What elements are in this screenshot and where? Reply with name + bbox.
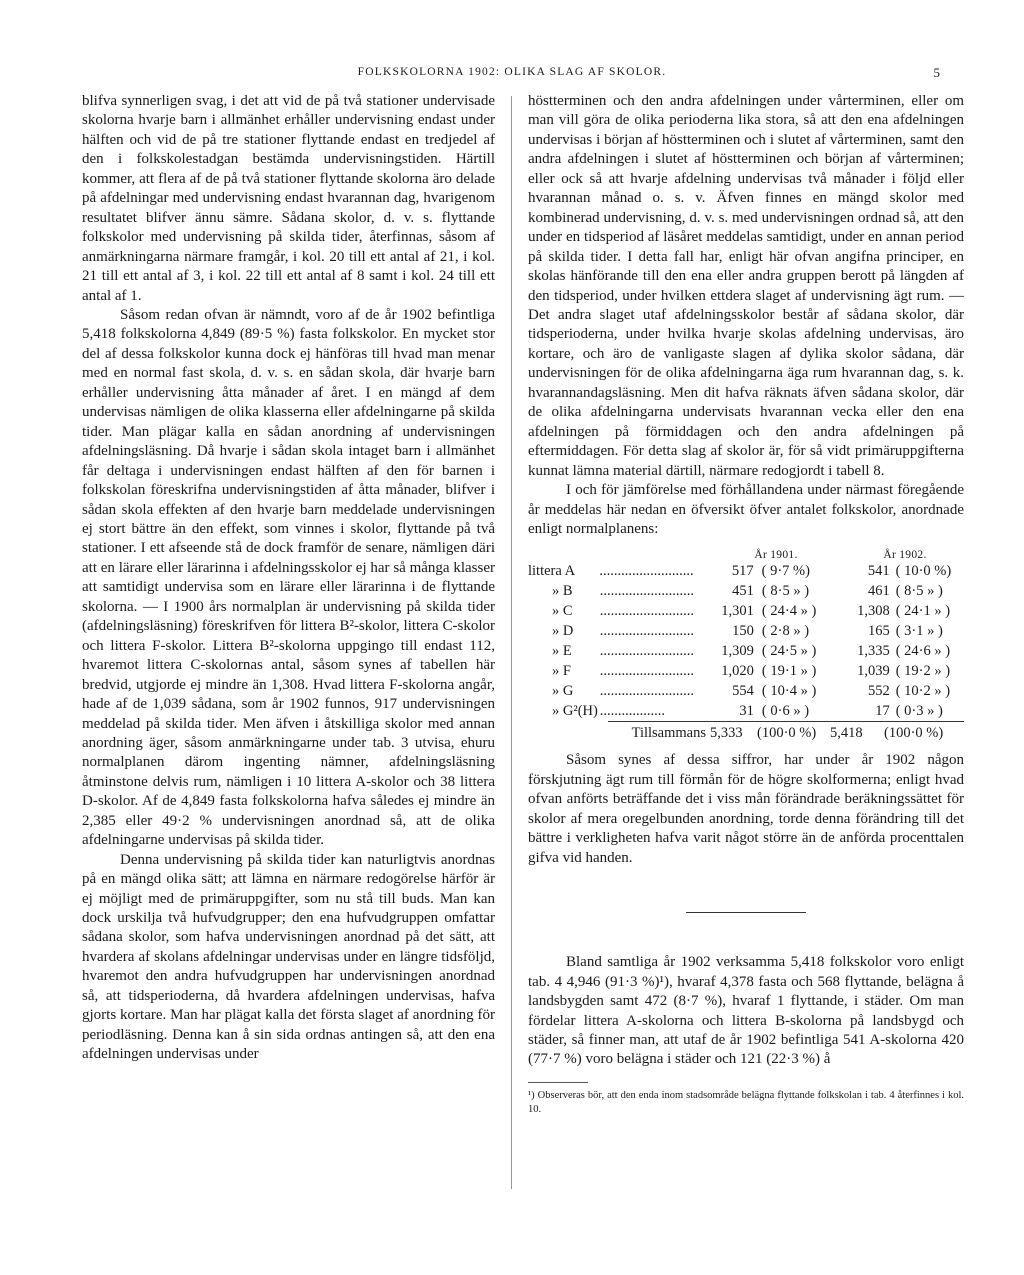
row-label: » B (552, 583, 573, 600)
row-label: » C (552, 603, 573, 620)
value-1902: 1,308 (857, 603, 890, 620)
running-head: FOLKSKOLORNA 1902: OLIKA SLAG AF SKOLOR. (357, 66, 667, 78)
table-row (528, 681, 964, 701)
percent-1901: ( 19·1 » ) (761, 663, 817, 680)
percent-1902: ( 19·2 » ) (895, 663, 951, 680)
column-header-1902: År 1902. (883, 549, 927, 562)
percent-1901: ( 24·5 » ) (761, 643, 817, 660)
value-1902: 541 (867, 563, 890, 580)
value-1902: 461 (867, 583, 890, 600)
percent-1901: ( 10·4 » ) (761, 683, 817, 700)
row-label: littera A (528, 563, 576, 580)
section-rule (686, 912, 806, 913)
paragraph: Bland samtliga år 1902 verksamma 5,418 folkskolor voro enligt tab. 4 4,946 (91·3 %)¹), hvaraf 4,378 fasta och 568 flyttande, belägna å landsbygden samt 472 (8·7 %), hvaraf 1 flyttande, i städer. Om man fördelar littera A-skolorna och littera B-skolorna på landsbygd och städer, så finner man, att utaf de år 1902 befintliga 541 A-skolorna 420 (77·7 %) voro belägna i städer och 121 (22·3 %) å (528, 954, 964, 1068)
leader-dots: .......................... (599, 683, 695, 700)
table-row (528, 581, 964, 601)
table-row (528, 601, 964, 621)
paragraph: Såsom synes af dessa siffror, har under år 1902 någon förskjutning ägt rum till förmån för de högre skolformerna; enligt hvad ofvan anförts beträffande det i viss mån förändrade beräkningssättet för skolor af mera oregelbunden anordning, torde denna förändring till det bättre i verkligheten hafva varit något större än de anförda procenttalen gifva vid handen. (528, 752, 964, 866)
table-header (528, 545, 964, 561)
value-1901: 31 (739, 703, 754, 720)
percent-1902: ( 3·1 » ) (895, 623, 943, 640)
value-1901: 1,309 (721, 643, 754, 660)
row-label: » D (552, 623, 574, 640)
leader-dots: .................. (599, 703, 666, 720)
row-label: » F (552, 663, 571, 680)
total-pct-1902: (100·0 %) (884, 725, 944, 742)
row-label: » G (552, 683, 574, 700)
paragraph: höstterminen och den andra afdelningen under vårterminen, eller om man vill göra de olika perioderna lika stora, så att den ena afdelningen undervisas i början af höstterminen och i slutet af vårterminen, samt den andra afdelningen i slutet af höstterminen och början af vårterminen; eller ock så att hvarje afdelning undervisas två månader i följd eller hvarannan månad o. s. v. Äfven finnes en mängd skolor med kombinerad undervisning, d. v. s. med undervisningen ordnad så, att den under en tidsperiod af läsåret meddelas samtidigt, under en annan period på skilda tider. I detta fall har, enligt här ofvan angifna principer, en skolas hänförande till den ena eller andra gruppen berott på längden af den tidsperiod, under hvilken ettdera slaget af undervisning ägt rum. — Det andra slaget utaf afdelningsskolor består af sådana skolor, där tidsperioderna, under hvilka hvarje skolas afdelning undervisas, äro kortare, och äro de vanligaste slagen af dylika skolor sådana, där undervisningen för de olika afdelningarna äga rum hvarannan dag, s. k. hvarannandagsläsning. Men dit hafva räknats äfven sådana skolor, där de olika afdelningarna undervisats hvarannan vecka eller den ena afdelningen på förmiddagen och den andra afdelningen på eftermiddagen. För detta slag af skolor är, för så vidt primäruppgifterna kunnat lämna material därtill, närmare redogjordt i tabell 8. (528, 93, 964, 479)
total-label: Tillsammans (631, 725, 706, 742)
percent-1902: ( 10·0 %) (895, 563, 952, 580)
leader-dots: .......................... (599, 663, 695, 680)
percent-1902: ( 24·1 » ) (895, 603, 951, 620)
total-1901: 5,333 (710, 725, 743, 742)
school-type-table (528, 545, 964, 743)
leader-dots: .......................... (599, 623, 695, 640)
footnote: ¹) Observeras bör, att den enda inom stadsområde belägna flyttande folkskolan i tab. 4 återfinnes i kol. 10. (528, 1089, 964, 1115)
value-1901: 451 (732, 583, 754, 600)
column-divider (511, 96, 512, 1189)
percent-1901: ( 9·7 %) (761, 563, 810, 580)
column-header-1901: År 1901. (754, 549, 798, 562)
value-1901: 517 (731, 563, 754, 580)
percent-1901: ( 8·5 » ) (761, 583, 810, 600)
percent-1902: ( 8·5 » ) (895, 583, 943, 600)
paragraph: blifva synnerligen svag, i det att vid de på två stationer undervisade skolorna hvarje barn i allmänhet erhåller undervisning endast under hälften och vid de på tre stationer flyttande endast en tredjedel af den i folkskolestadgan bestämda undervisningstiden. Härtill kommer, att flera af de på två stationer flyttande skolorna äro delade på afdelningar med undervisning endast hvarannan dag, hvarigenom resultatet blifver ännu sämre. Sådana skolor, d. v. s. flyttande folkskolor med undervisning på skilda tider, återfinnas, såsom af anmärkningarna närmare framgår, i kol. 20 till ett antal af 21, i kol. 21 till ett antal af 3, i kol. 22 till ett antal af 8 samt i kol. 24 till ett antal af 1. (82, 93, 495, 304)
percent-1901: ( 24·4 » ) (761, 603, 817, 620)
total-pct-1901: (100·0 %) (757, 725, 817, 742)
leader-dots: .......................... (599, 583, 695, 600)
percent-1901: ( 2·8 » ) (761, 623, 810, 640)
left-column (82, 92, 495, 1065)
row-label: » G²(H) (552, 703, 598, 720)
value-1901: 1,020 (721, 663, 754, 680)
table-row (528, 701, 964, 721)
paragraph: Såsom redan ofvan är nämndt, voro af de år 1902 befintliga 5,418 folkskolorna 4,849 (89·5 %) fasta folkskolor. En mycket stor del af dessa folkskolor kunna dock ej hänföras till hvad man menar med en normal fast skola, d. v. s. en sådan skola, där hvarje barn erhåller undervisning åtta månader af året. I en mängd af dem undervisas nämligen de olika klasserna eller afdelningarne på skilda tider. Man plägar kalla en sådan anordning af undervisningen afdelningsläsning. Då hvarje i sådan skola intaget barn i allmänhet får deltaga i undervisningen endast hälften af den för barnen i folkskolan föreskrifna undervisningstiden af åtta månader, blifver i sådan skola effekten af den hvarje barn meddelade undervisningen ej stort bättre än den effekt, som vinnes i skolor, flyttande på två stationer. I ett afseende stå de dock framför de senare, nämligen däri att en lärare eller lärarinna i afdelningsskolor ej har så många klasser att samtidigt undervisa som en lärare eller lärarinna i de flyttande skolorna. — I 1900 års normalplan är undervisning på skilda tider (afdelningsläsning) föreskrifven för littera B²-skolor, littera C-skolor och littera F-skolor. Littera B²-skolorna uppgingo till endast 112, hvaremot littera C-skolornas antal, såsom synes af tabellen här bredvid, utgjorde ej mindre än 1,308. Hvad littera F-skolorna angår, hade af de 1,039 sådana, som år 1902 funnos, 917 undervisningen meddelad på skilda tider. Men äfven i åtskilliga skolor med annan anordning äger, såsom anmärkningarne under tab. 3 utvisa, ehuru normalplanen därom ingenting nämner, afdelningsläsning åtminstone delvis rum, nämligen i 10 littera A-skolor och 38 littera D-skolor. Af de 4,849 fasta folkskolorna hafva således ej mindre än 2,385 eller 49·2 % undervisningen anordnad så, att de olika afdelningarne undervisas på skilda tider. (82, 306, 495, 849)
footnote-rule (528, 1082, 588, 1083)
paragraph: I och för jämförelse med förhållandena under närmast föregående år meddelas här nedan en öfversikt öfver antalet folkskolor, anordnade enligt normalplanens: (528, 482, 964, 537)
leader-dots: .......................... (599, 603, 695, 620)
table-row (528, 621, 964, 641)
value-1902: 17 (875, 703, 890, 720)
value-1902: 1,335 (857, 643, 890, 660)
table-total-row (608, 721, 964, 743)
value-1901: 1,301 (721, 603, 754, 620)
percent-1902: ( 24·6 » ) (895, 643, 951, 660)
percent-1902: ( 0·3 » ) (895, 703, 943, 720)
value-1902: 552 (867, 683, 890, 700)
page-number: 5 (933, 65, 940, 80)
paragraph: Denna undervisning på skilda tider kan naturligtvis anordnas på en mängd olika sätt; att lämna en närmare redogörelse härför är ej möjligt med de primäruppgifter, som nu stå till buds. Man kan dock urskilja två hufvudgrupper; den ena hufvudgruppen omfattar sådana skolor, som hafva undervisningen anordnad på det sätt, att hvardera af skolans afdelningar undervisas under en längre tidsföljd, hvaremot den andra hufvudgruppen har undervisningen anordnad så, att tidsperioderna, då hvardera afdelningen undervisas, hafva gjorts kortare. Man har plägat kalla det första slaget af anordning för periodläsning. Denna kan å sin sida ordnas antingen så, att den ena afdelningen undervisas under (82, 851, 495, 1063)
leader-dots: .......................... (599, 563, 694, 580)
page-header (0, 66, 1024, 86)
table-row (528, 641, 964, 661)
leader-dots: .......................... (599, 643, 695, 660)
percent-1901: ( 0·6 » ) (761, 703, 810, 720)
total-1902: 5,418 (830, 725, 863, 742)
value-1901: 150 (732, 623, 754, 640)
table-row (528, 661, 964, 681)
value-1902: 1,039 (857, 663, 890, 680)
row-label: » E (552, 643, 572, 660)
table-row (528, 561, 964, 581)
value-1902: 165 (867, 623, 890, 640)
table-body (528, 561, 964, 721)
right-column (528, 92, 964, 1117)
percent-1902: ( 10·2 » ) (895, 683, 951, 700)
value-1901: 554 (732, 683, 754, 700)
